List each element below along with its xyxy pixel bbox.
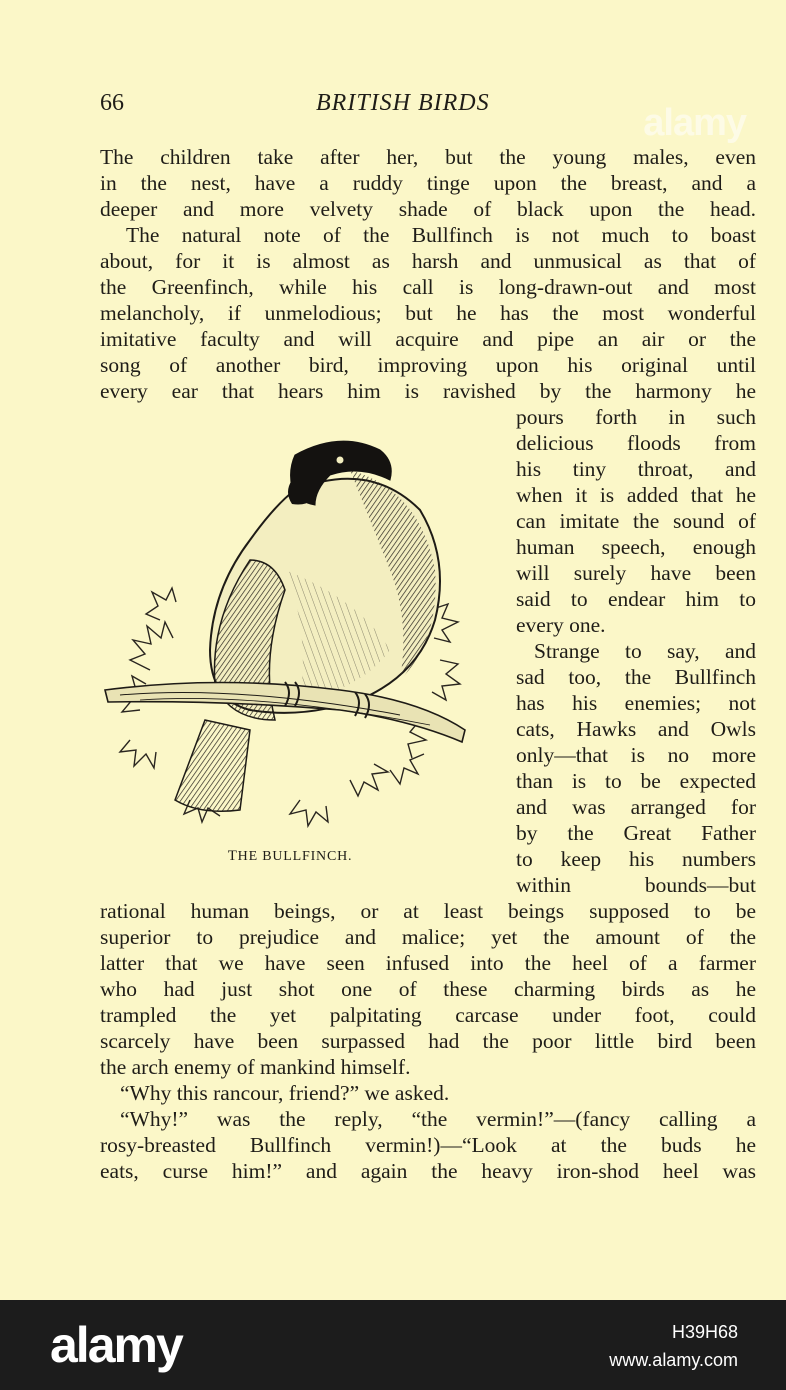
text-line: has his enemies; not [516, 691, 756, 715]
text-line: within bounds—but [516, 873, 756, 897]
text-line: the Greenfinch, while his call is long-drawn-out and most [100, 275, 756, 299]
text-line: eats, curse him!” and again the heavy iron-shod heel was [100, 1159, 756, 1183]
text-line: every one. [516, 613, 606, 637]
text-line: when it is added that he [516, 483, 756, 507]
text-line: and was arranged for [516, 795, 756, 819]
site-url: www.alamy.com [609, 1350, 738, 1370]
text-line: “Why this rancour, friend?” we asked. [120, 1081, 450, 1105]
text-line: every ear that hears him is ravished by the harmony he [100, 379, 756, 403]
running-title: BRITISH BIRDS [316, 90, 490, 116]
text-line: Strange to say, and [534, 639, 756, 663]
text-line: human speech, enough [516, 535, 756, 559]
text-line: imitative faculty and will acquire and pipe an air or the [100, 327, 756, 351]
text-line: in the nest, have a ruddy tinge upon the breast, and a [100, 171, 756, 195]
tail [175, 720, 250, 811]
caption-text: HE BULLFINCH. [237, 849, 353, 864]
text-line: latter that we have seen infused into the heel of a farmer [100, 951, 756, 975]
watermark: alamy [643, 102, 746, 144]
alamy-logo: alamy [50, 1317, 182, 1373]
text-line: song of another bird, improving upon his original until [100, 353, 756, 377]
caption-initial: T [227, 848, 238, 864]
text-line: his tiny throat, and [516, 457, 756, 481]
text-line: about, for it is almost as harsh and unmusical as that of [100, 249, 756, 273]
text-line: superior to prejudice and malice; yet the amount of the [100, 925, 756, 949]
text-line: can imitate the sound of [516, 509, 756, 533]
text-line: deeper and more velvety shade of black upon the head. [100, 197, 756, 221]
image-id: H39H68 [671, 1322, 738, 1342]
text-line: who had just shot one of these charming birds as he [100, 977, 756, 1001]
text-line: will surely have been [516, 561, 756, 585]
text-line: cats, Hawks and Owls [516, 717, 756, 741]
page-number: 66 [100, 90, 124, 116]
text-line: rosy-breasted Bullfinch vermin!)—“Look at the buds he [100, 1133, 756, 1157]
text-line: by the Great Father [516, 821, 756, 845]
text-line: only—that is no more [516, 743, 756, 767]
text-line: scarcely have been surpassed had the poor little bird been [100, 1029, 756, 1053]
text-line: “Why!” was the reply, “the vermin!”—(fancy calling a [120, 1107, 756, 1131]
text-line: sad too, the Bullfinch [516, 665, 756, 689]
text-line: melancholy, if unmelodious; but he has the most wonderful [100, 301, 756, 325]
eye [337, 457, 344, 464]
text-line: than is to be expected [516, 769, 756, 793]
text-line: The natural note of the Bullfinch is not much to boast [126, 223, 756, 247]
stock-footer [0, 1300, 786, 1390]
text-line: to keep his numbers [516, 847, 756, 871]
figure-caption [100, 848, 480, 865]
bullfinch-illustration [100, 420, 480, 840]
text-line: trampled the yet palpitating carcase under foot, could [100, 1003, 756, 1027]
text-line: rational human beings, or at least beings supposed to be [100, 899, 756, 923]
text-line: pours forth in such [516, 405, 756, 429]
text-line: the arch enemy of mankind himself. [100, 1055, 411, 1079]
text-line: said to endear him to [516, 587, 756, 611]
text-line: The children take after her, but the young males, even [100, 145, 756, 169]
text-line: delicious floods from [516, 431, 756, 455]
